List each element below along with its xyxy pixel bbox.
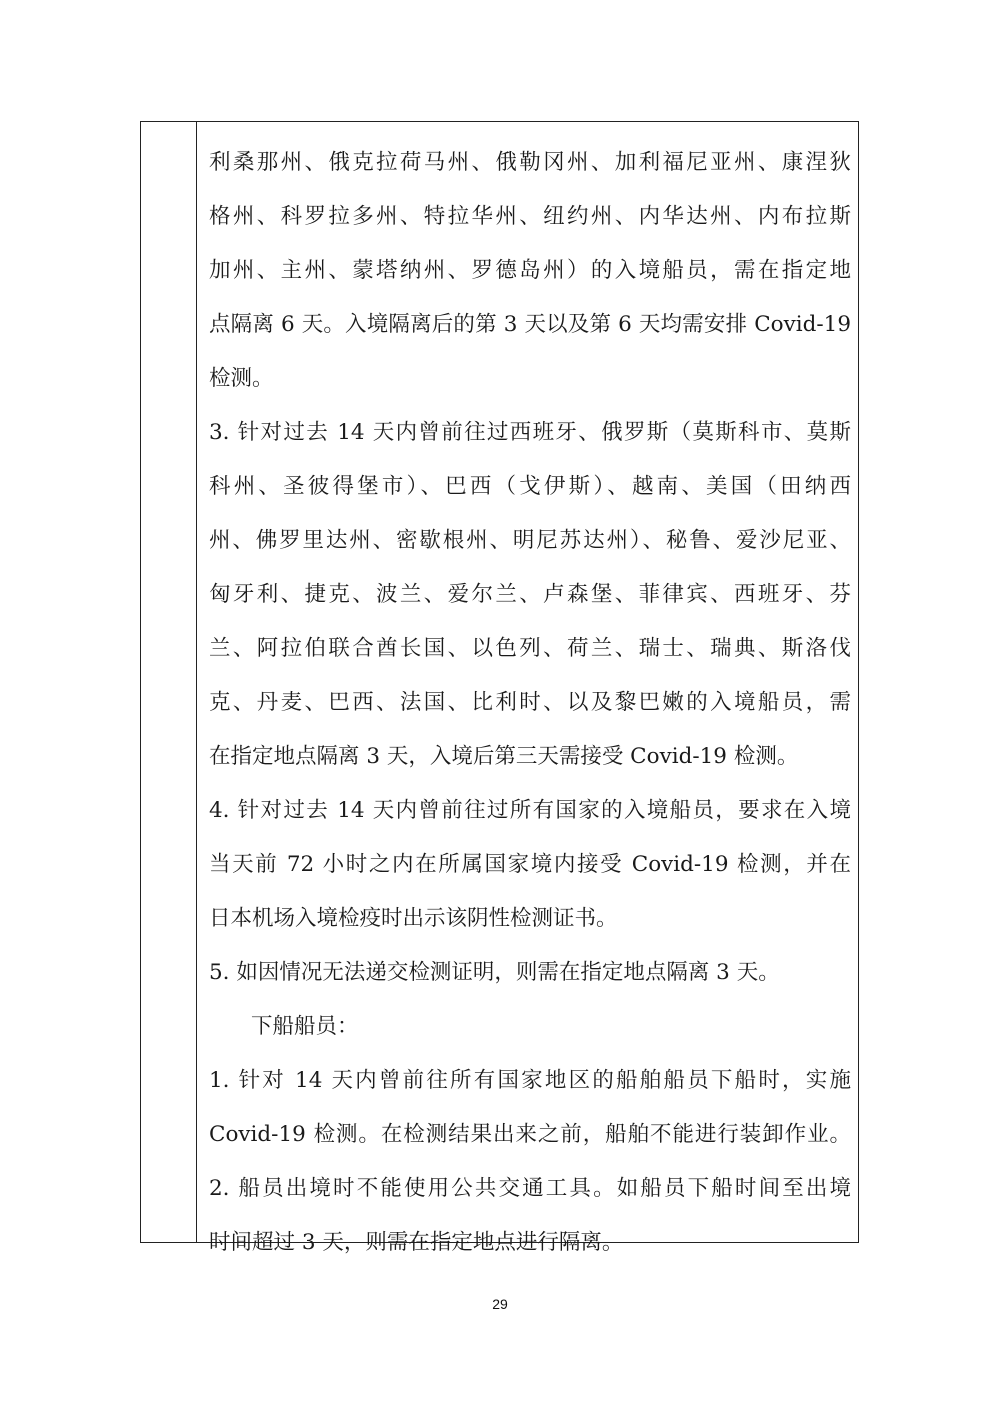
text-line: 时间超过 3 天，则需在指定地点进行隔离。 [209,1230,624,1255]
table-content-cell [209,136,851,1270]
text-line: 加州、主州、蒙塔纳州、罗德岛州）的入境船员，需在指定地 [209,258,851,283]
text-line: 匈牙利、捷克、波兰、爱尔兰、卢森堡、菲律宾、西班牙、芬 [209,582,851,607]
text-line: 5. 如因情况无法递交检测证明，则需在指定地点隔离 3 天。 [209,960,780,985]
text-line: 格州、科罗拉多州、特拉华州、纽约州、内华达州、内布拉斯 [209,204,851,229]
text-line: 克、丹麦、巴西、法国、比利时、以及黎巴嫩的入境船员，需 [209,690,851,715]
text-line: 兰、阿拉伯联合酋长国、以色列、荷兰、瑞士、瑞典、斯洛伐 [209,636,851,661]
text-line: 利桑那州、俄克拉荷马州、俄勒冈州、加利福尼亚州、康涅狄 [209,150,851,175]
table-left-cell [141,122,196,1242]
text-line: 科州、圣彼得堡市）、巴西（戈伊斯）、越南、美国（田纳西 [209,474,851,499]
text-line: 当天前 72 小时之内在所属国家境内接受 Covid-19 检测，并在 [209,852,851,877]
section-heading: 下船船员： [251,1014,359,1039]
document-table [140,121,859,1255]
column-divider [196,122,197,1242]
text-line: Covid-19 检测。在检测结果出来之前，船舶不能进行装卸作业。 [209,1122,851,1147]
text-line: 4. 针对过去 14 天内曾前往过所有国家的入境船员，要求在入境 [209,798,851,823]
text-line: 在指定地点隔离 3 天，入境后第三天需接受 Covid-19 检测。 [209,744,799,769]
text-line: 点隔离 6 天。入境隔离后的第 3 天以及第 6 天均需安排 Covid-19 [209,312,851,337]
text-line: 日本机场入境检疫时出示该阴性检测证书。 [209,906,618,931]
text-line: 2. 船员出境时不能使用公共交通工具。如船员下船时间至出境 [209,1176,851,1201]
text-line: 1. 针对 14 天内曾前往所有国家地区的船舶船员下船时，实施 [209,1068,851,1093]
text-line: 州、佛罗里达州、密歇根州、明尼苏达州）、秘鲁、爱沙尼亚、 [209,528,851,553]
page-number: 29 [492,1296,508,1312]
text-line: 检测。 [209,366,274,391]
text-line: 3. 针对过去 14 天内曾前往过西班牙、俄罗斯（莫斯科市、莫斯 [209,420,851,445]
